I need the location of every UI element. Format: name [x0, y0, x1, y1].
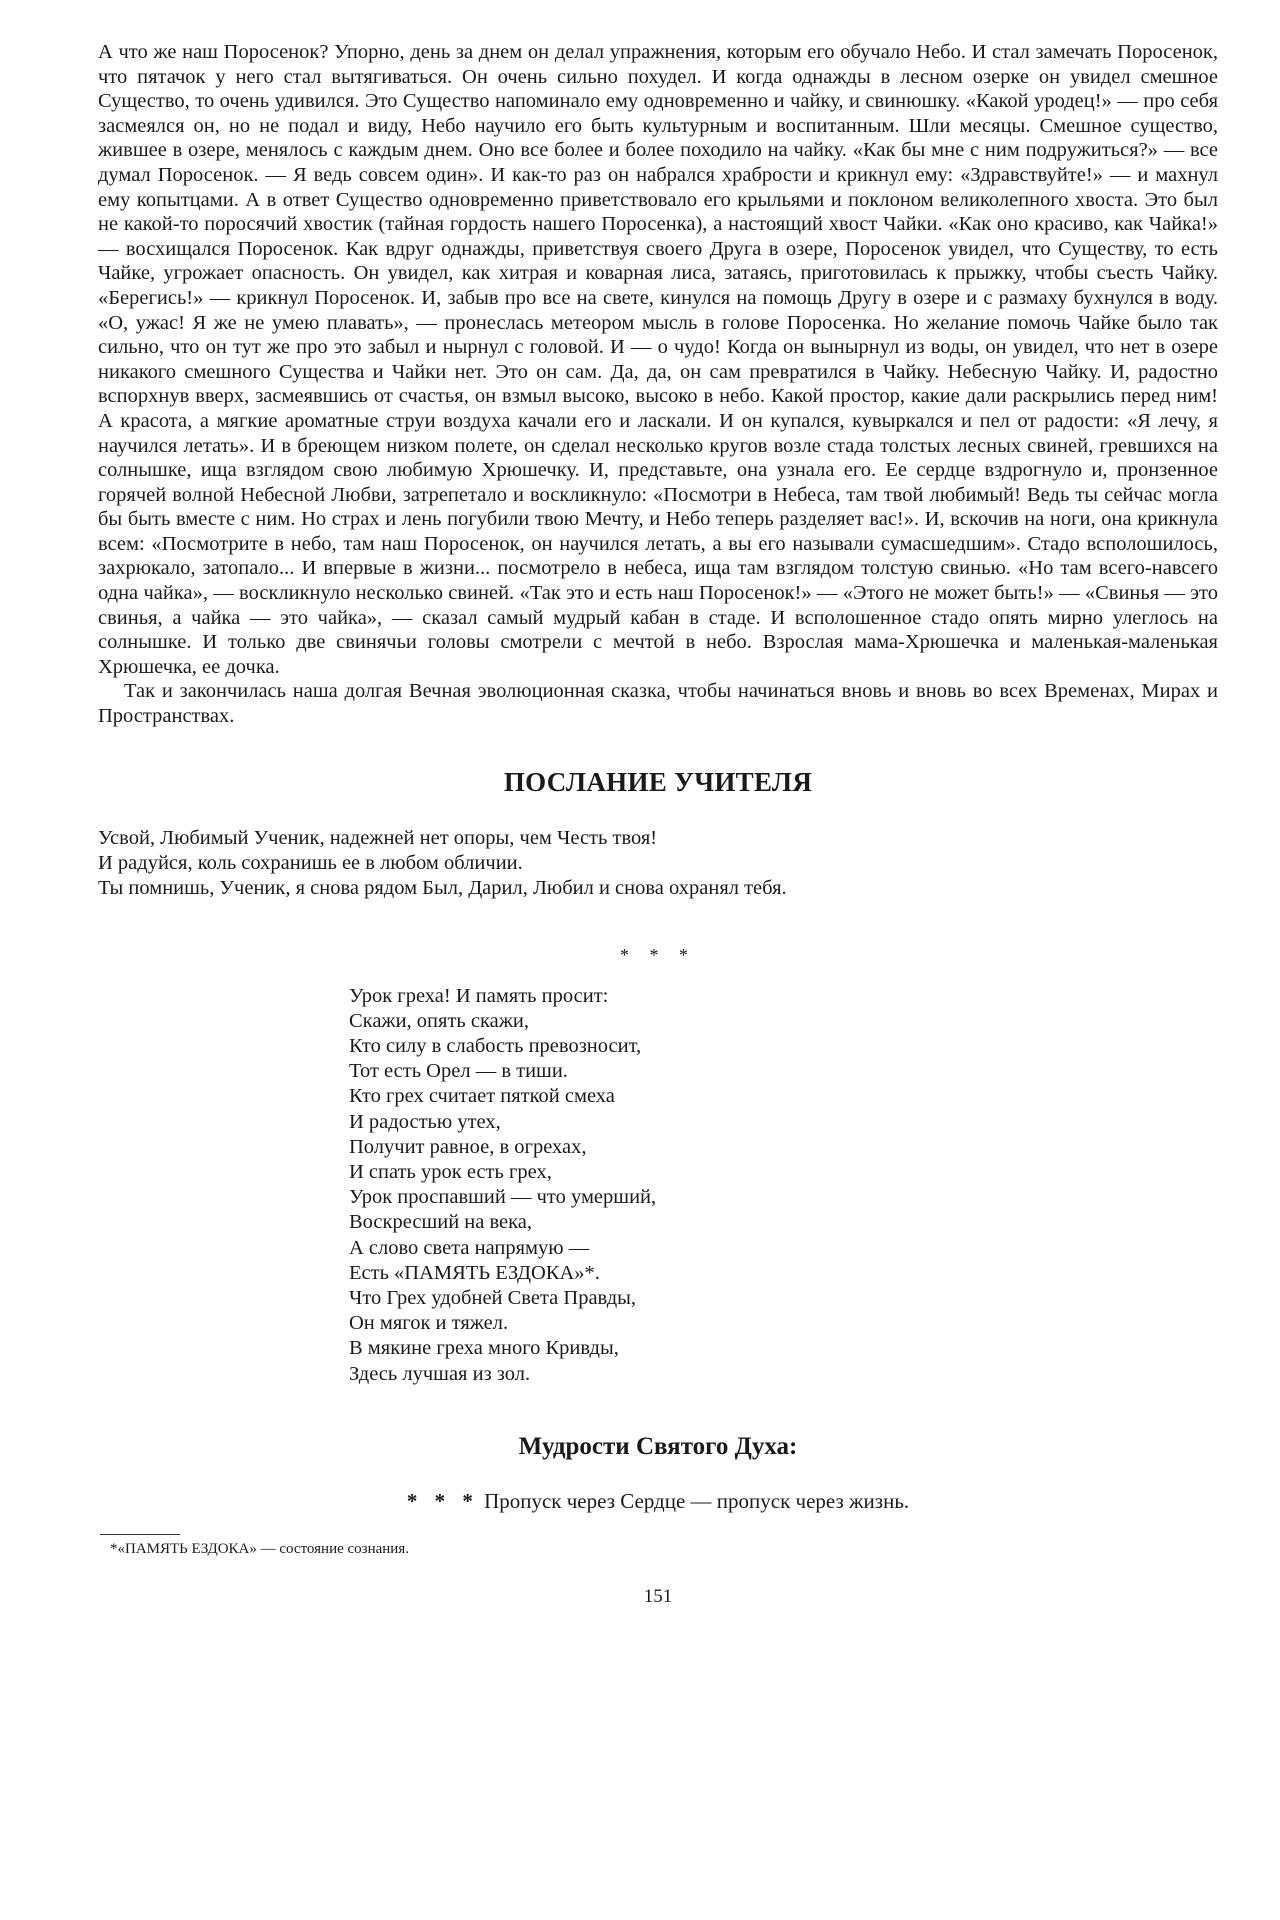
poem-line: Тот есть Орел — в тиши. [349, 1060, 568, 1083]
poem-line: Что Грех удобней Света Правды, [349, 1287, 637, 1310]
message-line: И радуйся, коль сохранишь ее в любом обличии. [98, 851, 523, 874]
wisdom-title: Мудрости Святого Духа: [518, 1432, 798, 1460]
teacher-message [98, 826, 1218, 901]
poem-line: Здесь лучшая из зол. [349, 1362, 531, 1385]
poem-line: Воскресший на века, [349, 1211, 533, 1234]
poem-line: Кто силу в слабость превозносит, [349, 1035, 642, 1058]
poem-line: А слово света напрямую — [349, 1236, 590, 1259]
poem-line: Урок проспавший — что умерший, [349, 1186, 657, 1209]
footnote-divider [100, 1534, 180, 1535]
poem-line: Есть «ПАМЯТЬ ЕЗДОКА»*. [349, 1261, 600, 1284]
poem-line: В мякине греха много Кривды, [349, 1337, 619, 1360]
section-separator: * * * [620, 944, 696, 965]
story-paragraph-2: Так и закончилась наша долгая Вечная эволюционная сказка, чтобы начинаться вновь и вновь во всех Временах, Мирах и Пространствах. [98, 680, 1218, 728]
poem [349, 984, 1218, 1387]
poem-line: Кто грех считает пяткой смеха [349, 1085, 615, 1108]
wisdom-asterisks: * * * [406, 1488, 479, 1513]
poem-line: И радостью утех, [349, 1110, 501, 1133]
footnote: *«ПАМЯТЬ ЕЗДОКА» — состояние сознания. [110, 1540, 409, 1557]
message-line: Ты помнишь, Ученик, я снова рядом Был, Дарил, Любил и снова охранял тебя. [98, 876, 787, 899]
poem-line: Скажи, опять скажи, [349, 1009, 529, 1032]
poem-line: Получит равное, в огрехах, [349, 1135, 587, 1158]
poem-line: Он мягок и тяжел. [349, 1312, 509, 1335]
poem-line: И спать урок есть грех, [349, 1161, 552, 1184]
wisdom-text: Пропуск через Сердце — пропуск через жизнь. [484, 1488, 910, 1513]
poem-line: Урок греха! И память просит: [349, 984, 609, 1007]
book-page [98, 40, 1218, 1608]
wisdom-line [98, 1489, 1218, 1514]
message-line: Усвой, Любимый Ученик, надежней нет опоры, чем Честь твоя! [98, 826, 658, 849]
section-title: ПОСЛАНИЕ УЧИТЕЛЯ [503, 766, 813, 797]
page-number: 151 [643, 1585, 673, 1607]
story-paragraph-1: А что же наш Поросенок? Упорно, день за днем он делал упражнения, которым его обучало Небо. И стал замечать Поросенок, что пятачок у него стал вытягиваться. Он очень сильно похудел. И когда однажды в лесном озерке он увидел смешное Существо, то очень удивился. Это Существо напоминало ему одновременно и чайку, и свинюшку. «Какой уродец!» — про себя засмеялся он, но не подал и виду, Небо научило его быть культурным и воспитанным. Шли месяцы. Смешное существо, жившее в озере, менялось с каждым днем. Оно все более и более походило на чайку. «Как бы мне с ним подружиться?» — все думал Поросенок. — Я ведь совсем один». И как-то раз он набрался храбрости и крикнул ему: «Здравствуйте!» — и махнул ему копытцами. А в ответ Существо одновременно приветствовало его крыльями и поклоном великолепного хвоста. Это был не какой-то поросячий хвостик (тайная гордость нашего Поросенка), а настоящий хвост Чайки. «Как оно красиво, как Чайка!» — восхищался Поросенок. Как вдруг однажды, приветствуя своего Друга в озере, Поросенок увидел, что Существу, то есть Чайке, угрожает опасность. Он увидел, как хитрая и коварная лиса, затаясь, приготовилась к прыжку, чтобы съесть Чайку. «Берегись!» — крикнул Поросенок. И, забыв про все на свете, кинулся на помощь Другу в озере и с размаху бухнулся в воду. «О, ужас! Я же не умею плавать», — пронеслась метеором мысль в голове Поросенка. Но желание помочь Чайке было так сильно, что он тут же про это забыл и нырнул с головой. И — о чудо! Когда он вынырнул из воды, он увидел, что нет в озере никакого смешного Существа и Чайки нет. Это он сам. Да, да, он сам превратился в Чайку. Небесную Чайку. И, радостно вспорхнув вверх, засмеявшись от счастья, он взмыл высоко, высоко в небо. Какой простор, какие дали раскрылись перед ним! А красота, а мягкие ароматные струи воздуха качали его и ласкали. И он купался, кувыркался и пел от радости: «Я лечу, я научился летать». И в бреющем низком полете, он сделал несколько кругов возле стада толстых лесных свиней, гревшихся на солнышке, ища взглядом свою любимую Хрюшечку. И, представьте, она узнала его. Ее сердце вздрогнуло и, пронзенное горячей волной Небесной Любви, затрепетало и воскликнуло: «Посмотри в Небеса, там твой любимый! Ведь ты сейчас могла бы быть вместе с ним. Но страх и лень погубили твою Мечту, и Небо теперь разделяет вас!». И, вскочив на ноги, она крикнула всем: «Посмотрите в небо, там наш Поросенок, он научился летать, а вы его называли сумасшедшим». Стадо всполошилось, захрюкало, затопало... И впервые в жизни... посмотрело в небеса, ища там взглядом толстую свинью. «Но там всего-навсего одна чайка», — воскликнуло несколько свиней. «Так это и есть наш Поросенок!» — «Этого не может быть!» — «Свинья — это свинья, а чайка — это чайка», — сказал самый мудрый кабан в стаде. И всполошенное стадо опять мирно улеглось на солнышке. И только две свинячьи головы смотрели с мечтой в небо. Взрослая мама-Хрюшечка и маленькая-маленькая Хрюшечка, ее дочка. [98, 41, 1218, 678]
